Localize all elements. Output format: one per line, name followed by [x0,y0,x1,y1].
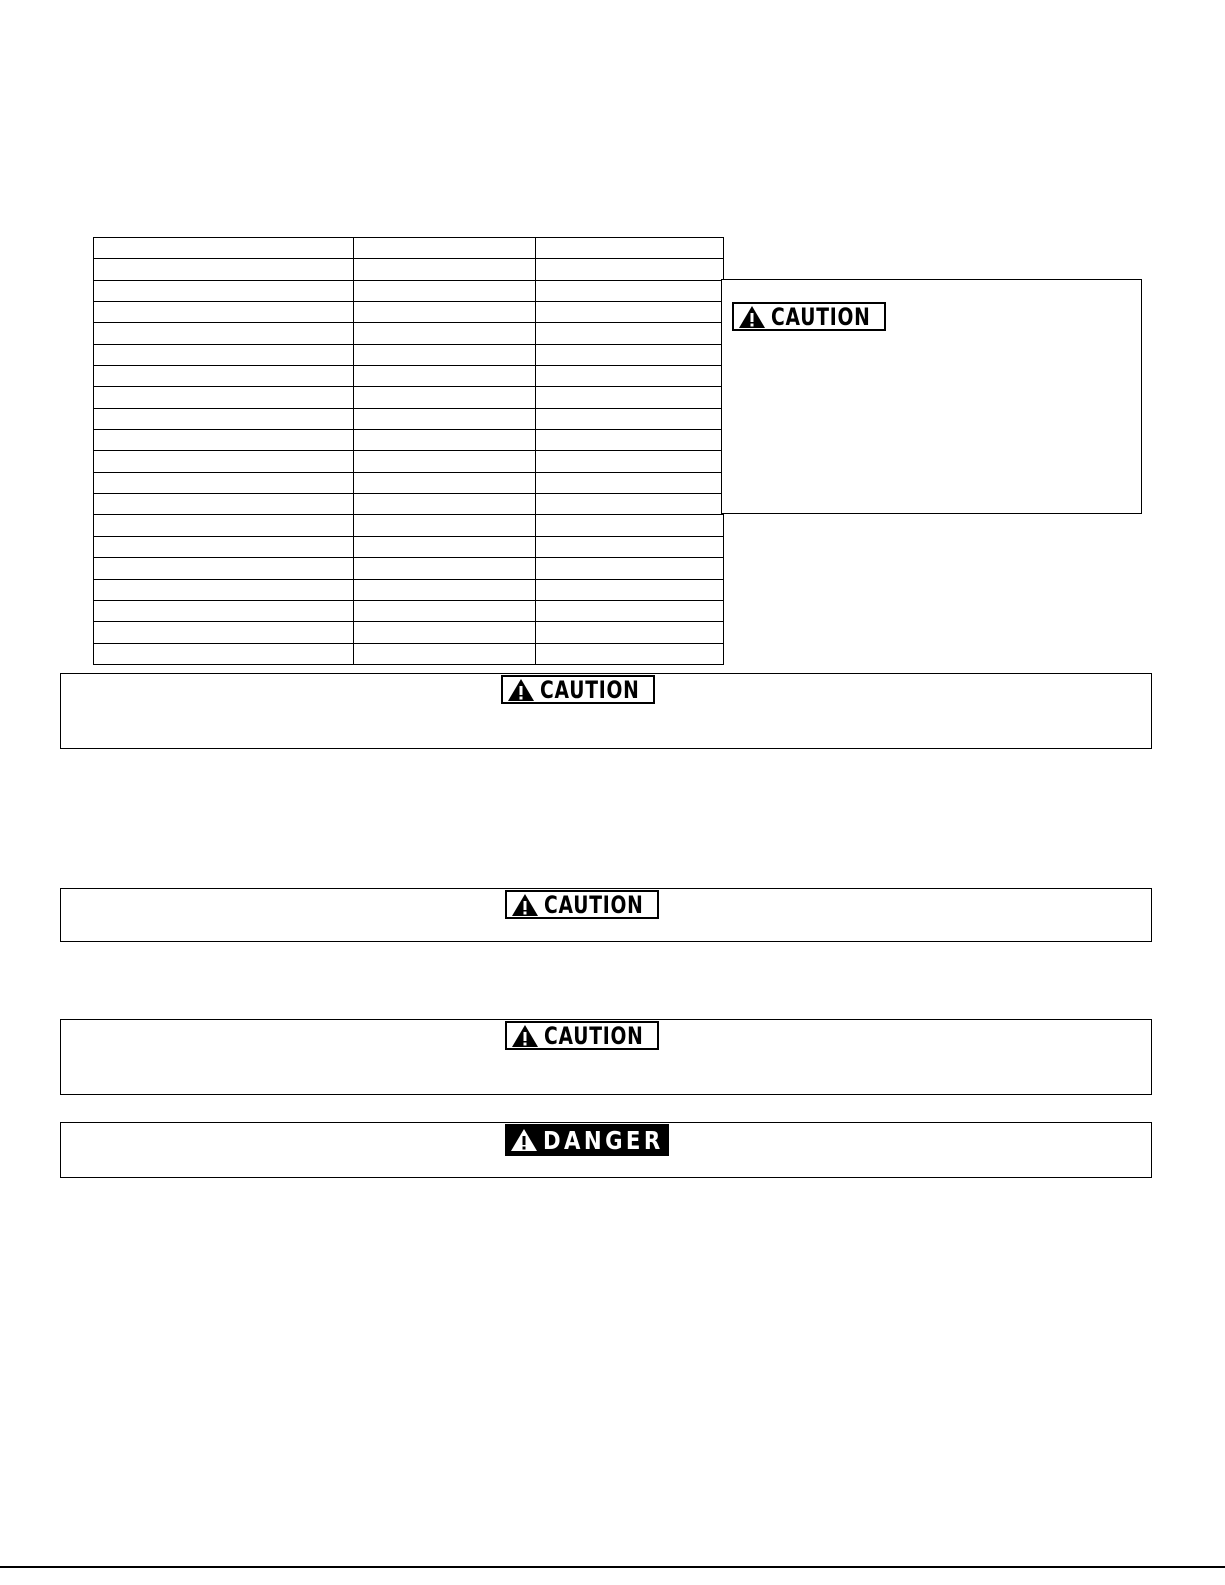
danger-label [505,1124,669,1156]
table-cell [94,366,354,387]
specification-table [93,237,724,665]
table-cell [94,259,354,280]
table-cell [354,451,536,472]
table-row [94,323,724,344]
table-cell [94,302,354,323]
table-cell [354,302,536,323]
caution-notice-2 [60,888,1152,942]
table-cell [536,344,724,365]
table-cell [536,238,724,259]
table-cell [354,558,536,579]
footer-rule [0,1566,1225,1568]
table-row [94,344,724,365]
signal-word: CAUTION [544,1021,644,1050]
table-cell [354,259,536,280]
table-cell [536,515,724,536]
danger-notice-1 [60,1122,1152,1178]
table-cell [354,536,536,557]
table-cell [94,558,354,579]
table-cell [536,259,724,280]
table-cell [536,280,724,301]
warning-triangle-icon [511,893,539,917]
table-row [94,536,724,557]
table-row [94,238,724,259]
table-cell [94,430,354,451]
table-cell [94,344,354,365]
table-cell [94,643,354,664]
table-row [94,280,724,301]
table-cell [94,387,354,408]
table-cell [354,280,536,301]
table-cell [536,430,724,451]
table-cell [94,536,354,557]
table-cell [354,600,536,621]
table-cell [94,579,354,600]
caution-label [505,890,659,919]
table-cell [94,622,354,643]
signal-word: CAUTION [540,675,640,704]
table-cell [94,238,354,259]
warning-triangle-icon [510,1128,538,1152]
table-cell [94,600,354,621]
table-cell [536,643,724,664]
table-cell [536,366,724,387]
table-row [94,558,724,579]
table-cell [354,472,536,493]
warning-triangle-icon [507,678,535,702]
caution-notice-1 [60,673,1152,749]
table-cell [536,408,724,429]
table-cell [354,323,536,344]
table-cell [536,323,724,344]
warning-triangle-icon [738,305,766,329]
table-body [94,238,724,665]
table-cell [354,408,536,429]
table-row [94,302,724,323]
caution-notice-side [721,279,1142,514]
table-row [94,472,724,493]
table-cell [354,344,536,365]
table-row [94,600,724,621]
table-cell [536,558,724,579]
table-cell [94,408,354,429]
table-cell [354,366,536,387]
table-row [94,408,724,429]
table-cell [354,515,536,536]
table-row [94,494,724,515]
table-row [94,387,724,408]
signal-word: CAUTION [771,302,871,331]
table-cell [536,387,724,408]
caution-notice-3 [60,1019,1152,1095]
signal-word: DANGER [543,1125,664,1155]
table-cell [94,494,354,515]
table-cell [536,536,724,557]
table-cell [536,579,724,600]
table-cell [536,472,724,493]
table-cell [94,323,354,344]
table-cell [536,451,724,472]
table-row [94,430,724,451]
table-cell [354,494,536,515]
caution-label [501,675,655,704]
table-cell [354,238,536,259]
table-cell [354,643,536,664]
warning-triangle-icon [511,1024,539,1048]
signal-word: CAUTION [544,890,644,919]
caution-label [505,1021,659,1050]
table-cell [354,387,536,408]
table-cell [94,472,354,493]
table-row [94,451,724,472]
table-cell [94,515,354,536]
table-cell [536,494,724,515]
caution-label [732,302,886,331]
table-row [94,259,724,280]
table-cell [536,622,724,643]
table-row [94,622,724,643]
table-row [94,515,724,536]
table-row [94,643,724,664]
table-cell [354,430,536,451]
table-row [94,579,724,600]
table-cell [354,622,536,643]
table-row [94,366,724,387]
table-cell [536,600,724,621]
table-cell [536,302,724,323]
table-cell [94,451,354,472]
table-cell [354,579,536,600]
table-cell [94,280,354,301]
